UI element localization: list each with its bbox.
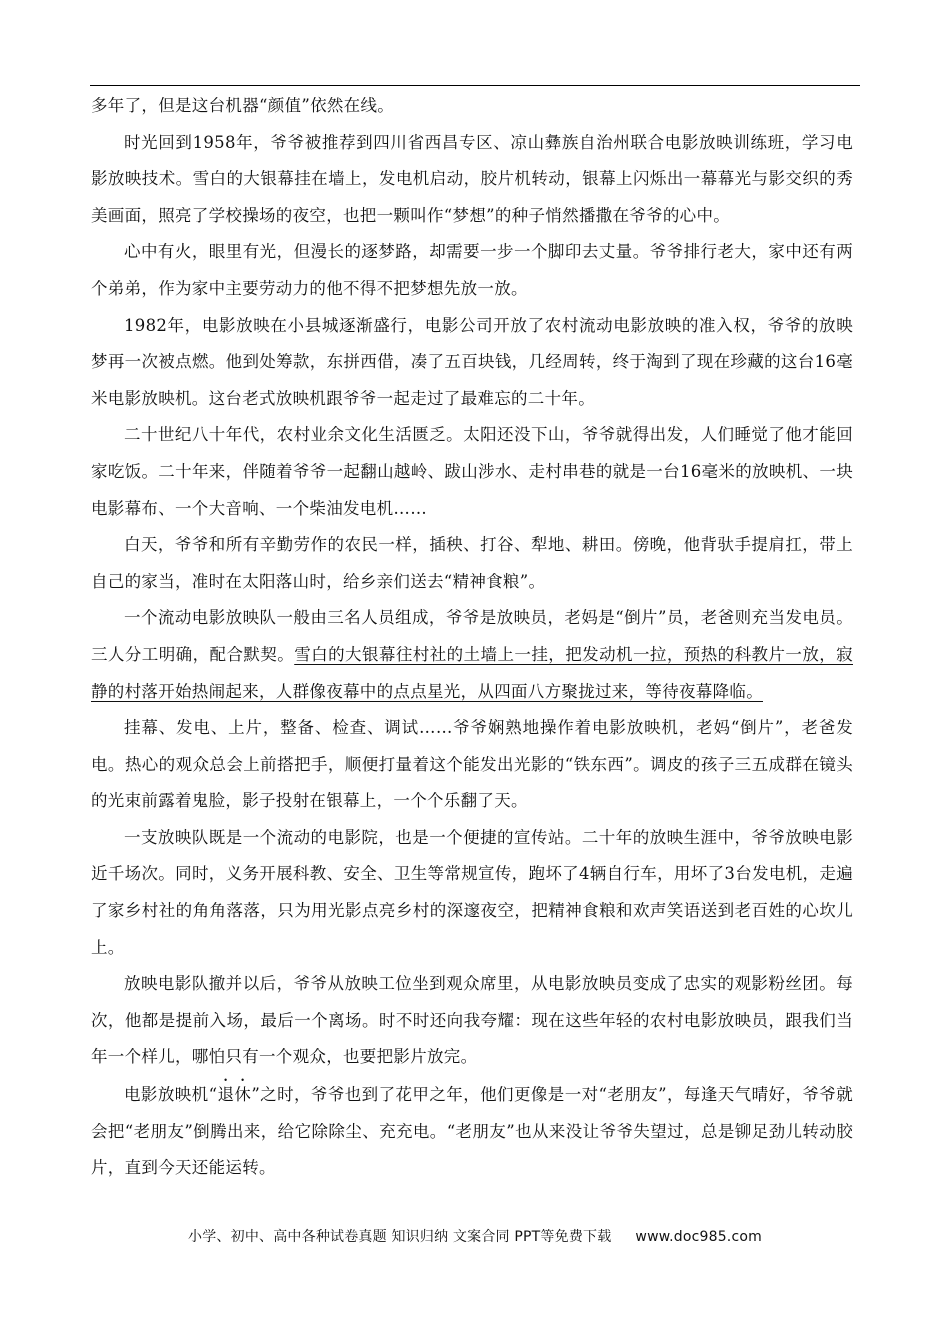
paragraph-11 xyxy=(91,1076,853,1187)
paragraph-4: 1982年，电影放映在小县城逐渐盛行，电影公司开放了农村流动电影放映的准入权，爷爷的放映梦再一次被点燃。他到处筹款，东拼西借，凑了五百块钱，几经周转，终于淘到了现在珍藏的这台16毫米电影放映机。这台老式放映机跟爷爷一起走过了最难忘的二十年。 xyxy=(91,315,853,408)
underlined-passage: 雪白的大银幕往村社的土墙上一挂，把发动机一拉，预热的科教片一放，寂静的村落开始热闹起来，人群像夜幕中的点点星光，从四面八方聚拢过来，等待夜幕降临。 xyxy=(91,644,853,701)
paragraph-1: 多年了，但是这台机器“颜值”依然在线。 xyxy=(91,96,395,115)
header-rule xyxy=(90,85,860,86)
paragraph-10: 放映电影队撤并以后，爷爷从放映工位坐到观众席里，从电影放映员变成了忠实的观影粉丝团。每次，他都是提前入场，最后一个离场。时不时还向我夸耀：现在这些年轻的农村电影放映员，跟我们当年一个样儿，哪怕只有一个观众，也要把影片放完。 xyxy=(91,974,853,1067)
footer-site-link[interactable]: www.doc985.com xyxy=(635,1229,762,1245)
footer-promo-text: 小学、初中、高中各种试卷真题 知识归纳 文案合同 PPT等免费下载 xyxy=(188,1229,612,1245)
page-footer xyxy=(0,1226,950,1246)
paragraph-2: 时光回到1958年，爷爷被推荐到四川省西昌专区、凉山彝族自治州联合电影放映训练班，学习电影放映技术。雪白的大银幕挂在墙上，发电机启动，胶片机转动，银幕上闪烁出一幕幕光与影交织的秀美画面，照亮了学校操场的夜空，也把一颗叫作“梦想”的种子悄然播撒在爷爷的心中。 xyxy=(91,132,853,225)
paragraph-11-end: ”之时，爷爷也到了花甲之年，他们更像是一对“老朋友”，每逢天气晴好，爷爷就会把“老朋友”倒腾出来，给它除除尘、充充电。“老朋友”也从来没让爷爷失望过，总是铆足劲儿转动胶片，直到今天还能运转。 xyxy=(91,1085,854,1178)
paragraph-7-plain: 一个流动电影放映队一般由三名人员组成，爷爷是放映员，老妈是“倒片”员，老爸则充当发电员。三人分工明确，配合默契。 xyxy=(91,608,853,664)
paragraph-3: 心中有火，眼里有光，但漫长的逐梦路，却需要一步一个脚印去丈量。爷爷排行老大，家中还有两个弟弟，作为家中主要劳动力的他不得不把梦想先放一放。 xyxy=(91,242,853,298)
paragraph-5: 二十世纪八十年代，农村业余文化生活匮乏。太阳还没下山，爷爷就得出发，人们睡觉了他才能回家吃饭。二十年来，伴随着爷爷一起翻山越岭、跋山涉水、走村串巷的就是一台16毫米的放映机、一块电影幕布、一个大音响、一个柴油发电机…… xyxy=(91,425,853,518)
article-body xyxy=(91,88,853,1187)
paragraph-11-start: 电影放映机“ xyxy=(124,1085,218,1105)
paragraph-8: 挂幕、发电、上片，整备、检查、调试……爷爷娴熟地操作着电影放映机，老妈“倒片”，老爸发电。热心的观众总会上前搭把手，顺便打量着这个能发出光影的“铁东西”。调皮的孩子三五成群在镜头的光束前露着鬼脸，影子投射在银幕上，一个个乐翻了天。 xyxy=(91,718,853,811)
emphasized-word: 退休 xyxy=(217,1085,252,1105)
paragraph-9: 一支放映队既是一个流动的电影院，也是一个便捷的宣传站。二十年的放映生涯中，爷爷放映电影近千场次。同时，义务开展科教、安全、卫生等常规宣传，跑坏了4辆自行车，用坏了3台发电机，走遍了家乡村社的角角落落，只为用光影点亮乡村的深邃夜空，把精神食粮和欢声笑语送到老百姓的心坎儿上。 xyxy=(91,827,853,957)
paragraph-7 xyxy=(91,600,853,710)
paragraph-6: 白天，爷爷和所有辛勤劳作的农民一样，插秧、打谷、犁地、耕田。傍晚，他背驮手提肩扛，带上自己的家当，准时在太阳落山时，给乡亲们送去“精神食粮”。 xyxy=(91,535,853,591)
